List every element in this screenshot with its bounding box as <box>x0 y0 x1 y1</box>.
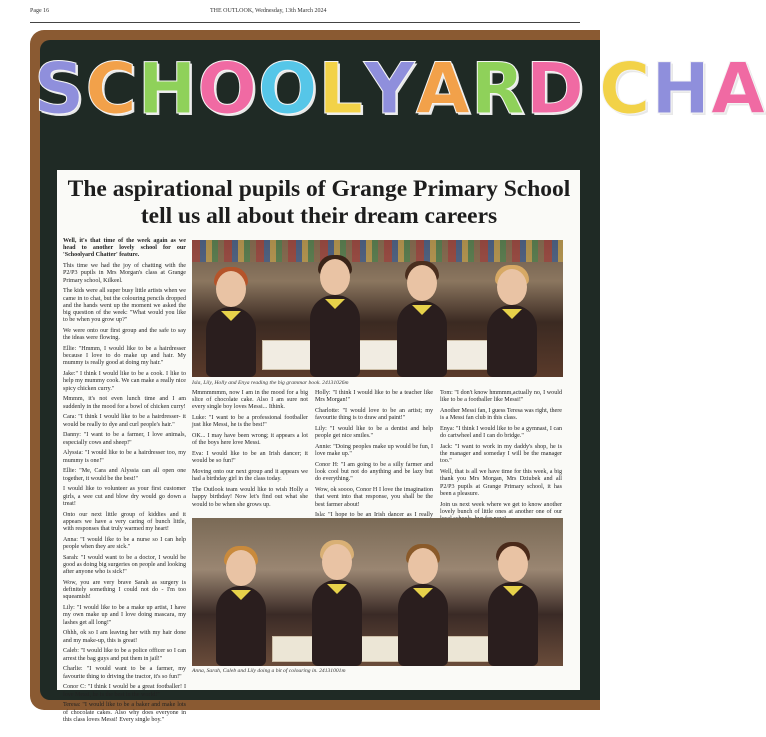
paragraph: Mmmmmmm, now I am in the mood for a big slice of chocolate cake. Also I am sure not every single boy loves Messi... Ithink. <box>192 390 308 411</box>
paragraph: Mmmm, it's not even lunch time and I am suddenly in the mood for a bowl of chicken curry! <box>63 396 186 410</box>
paragraph: Isla: "I hope to be an Irish dancer as I really <box>315 512 433 519</box>
paragraph: Another Messi fan, I guess Teresa was right, there is a Messi fan club in this class. <box>440 408 562 422</box>
banner-letter: H <box>651 48 711 130</box>
paragraph: Jack: "I want to work in my daddy's shop, he is the manager and someday I will be the manager too." <box>440 444 562 465</box>
paragraph: Well, it's that time of the week again as we head to another lovely school for our 'Schoolyard Chatter' feature. <box>63 238 186 259</box>
banner-letter <box>585 48 599 130</box>
banner-letter: S <box>34 48 86 130</box>
paragraph: We were onto our first group and the safe to say the ideas were flowing. <box>63 328 186 342</box>
paragraph: Conor H: "I am going to be a silly farmer and look cool but not do anything and be lazy but do everything." <box>315 462 433 483</box>
paragraph: Danny: "I want to be a farmer, I love animals, especially cows and sheep!" <box>63 432 186 446</box>
paragraph: Jake:" I think I would like to be a cook. I like to help my mummy cook. We can make a really nice spicy chicken curry." <box>63 371 186 392</box>
paragraph: Sarah: "I would want to be a doctor, I would be good as doing big surgeries on people and looking after anyone who is sick!" <box>63 554 186 576</box>
colouring-sheet <box>272 636 502 662</box>
article-column-2 <box>192 390 308 512</box>
banner-letter: O <box>257 48 319 130</box>
paragraph: Well, that is all we have time for this week, a big thank you Mrs Morgan, Mrs Dziubek and all P2/P3 pupils at Grange Primary school, it has been a pleasure. <box>440 469 562 497</box>
paragraph: Anna: "I would like to be a nurse so I can help people when they are sick." <box>63 536 186 551</box>
pupil-figure <box>488 582 538 666</box>
paragraph: The kids were all super busy little artists when we came in to chat, but the colouring pencils dropped and the hands went up the moment we asked the big question of the week: "What would you like to be when you grow up?" <box>63 288 186 324</box>
masthead: THE OUTLOOK, Wednesday, 13th March 2024 <box>210 8 327 14</box>
photo-reading-book <box>192 240 563 377</box>
paragraph: Wow, ok soooo, Conor H I love the imagination that went into that response, you shall be the best farmer about! <box>315 487 433 508</box>
bookshelf-background <box>192 240 563 262</box>
paragraph: I would like to volunteer as your first customer girls, a wee cut and blow dry would go down a treat! <box>63 486 186 507</box>
header-rule <box>30 22 580 23</box>
paragraph: Join us next week where we get to know another lovely bunch of little ones at another one of our <box>440 501 562 515</box>
paragraph: Ellie: "Hmmm, I would like to be a hairdresser because I love to do make up and hair. My mummy is really good at doing my hair." <box>63 346 186 367</box>
page-number: Page 16 <box>30 8 50 14</box>
article-column-3 <box>315 390 433 530</box>
paragraph: Lily: "I would like to be a dentist and help people get nice smiles." <box>315 426 433 440</box>
paragraph: Tom: "I don't know hmmmm,actually no, I would like to be a footballer like Messi!" <box>440 390 562 404</box>
paragraph: Teresa: "I would like to be a baker and make lots of chocolate cakes. Also why does everyone in this class loves Messi! Every single boy." <box>63 702 186 723</box>
paragraph: Conor C: "I think I would be a great footballer! I love Messi, he is the best in the world!" <box>63 684 186 698</box>
paragraph: Ellie: "Me, Cara and Alyssia can all open one together, it would be the best!" <box>63 468 186 482</box>
paragraph: The Outlook team would like to wish Holly a happy birthday! Now let's find out what she would to be when she grows up. <box>192 487 308 508</box>
photo-caption: Isla, Lily, Holly and Enya reading the big grammar book. 24131026m <box>192 380 349 386</box>
banner-letter: A <box>710 48 766 130</box>
photo-colouring <box>192 518 563 666</box>
paragraph: Holly: "I think I would like to be a teacher like Mrs Morgan!" <box>315 390 433 404</box>
banner-letter: A <box>415 48 471 130</box>
banner-letter: D <box>525 48 585 130</box>
paragraph: Charlie: "I would want to be a farmer, my favourite thing to driving the tractor, it's so fun!" <box>63 666 186 680</box>
pupil-figure <box>310 295 360 377</box>
banner-letter: O <box>197 48 258 130</box>
paragraph: Alyssia: "I would like to be a hairdresser too, my mummy is one!" <box>63 450 186 464</box>
banner-letter: Y <box>364 48 416 130</box>
pupil-figure <box>206 307 256 377</box>
pupil-figure <box>397 301 447 377</box>
banner-letter: C <box>85 48 138 130</box>
paragraph: Luke: "I want to be a professional footballer just like Messi, he is the best!" <box>192 415 308 429</box>
paragraph: This time we had the joy of chatting with the P2/P3 pupils in Mrs Morgan's class at Grange Primary school, Kilkeel. <box>63 263 186 284</box>
paragraph: Lily: "I would like to be a make up artist, I have my own make up and I love doing mascara, my lashes get all long!" <box>63 605 186 626</box>
paragraph: Annie: "Doing peoples make up would be fun, I love make up." <box>315 444 433 458</box>
paragraph: Eva: I would like to be an Irish dancer; it would be so fun!" <box>192 451 308 465</box>
paragraph: OK... I may have been wrong; it appears a lot of the boys here love Messi. <box>192 433 308 447</box>
paragraph: Wow, you are very brave Sarah as surgery is definitely something I could not do - I'm too squeamish! <box>63 580 186 601</box>
pupil-figure <box>216 586 266 666</box>
paragraph: Onto our next little group of kiddies and it appears we have a very caring of bunch little, with responses that truly warmed my heart! <box>63 511 186 533</box>
paragraph: Caleb: "I would like to be a police officer so I can arrest the bag guys and put them in jail!" <box>63 648 186 662</box>
banner-letter: R <box>470 48 526 130</box>
schoolyard-banner <box>34 48 766 148</box>
headline: The aspirational pupils of Grange Primary School tell us all about their dream careers <box>67 176 571 229</box>
banner-letter: L <box>318 48 365 130</box>
paragraph: Enya: "I think I would like to be a gymnast, I can do cartwheel and I can do bridge." <box>440 426 562 440</box>
paragraph: Ohhh, ok so I am leaving her with my hair done and my make-up, this is great! <box>63 630 186 644</box>
pupil-figure <box>487 305 537 377</box>
banner-letter: H <box>137 48 198 130</box>
running-head <box>30 8 580 18</box>
photo-caption: Anna, Sarah, Caleb and Lily doing a bit of colouring in. 24131001m <box>192 668 346 674</box>
paragraph: Moving onto our next group and it appears we had a birthday girl in the class today. <box>192 469 308 483</box>
article-column-4 <box>440 390 562 527</box>
banner-letter: C <box>598 48 652 130</box>
pupil-figure <box>312 580 362 666</box>
article-column-1 <box>63 238 186 728</box>
pupil-figure <box>398 584 448 666</box>
paragraph: Cara: "I think I would like to be a hairdresser- it would be really to dye and curl people's hair." <box>63 414 186 428</box>
paragraph: Charlotte: "I would love to be an artist; my favourite thing is to draw and paint!" <box>315 408 433 422</box>
big-book <box>262 340 502 370</box>
